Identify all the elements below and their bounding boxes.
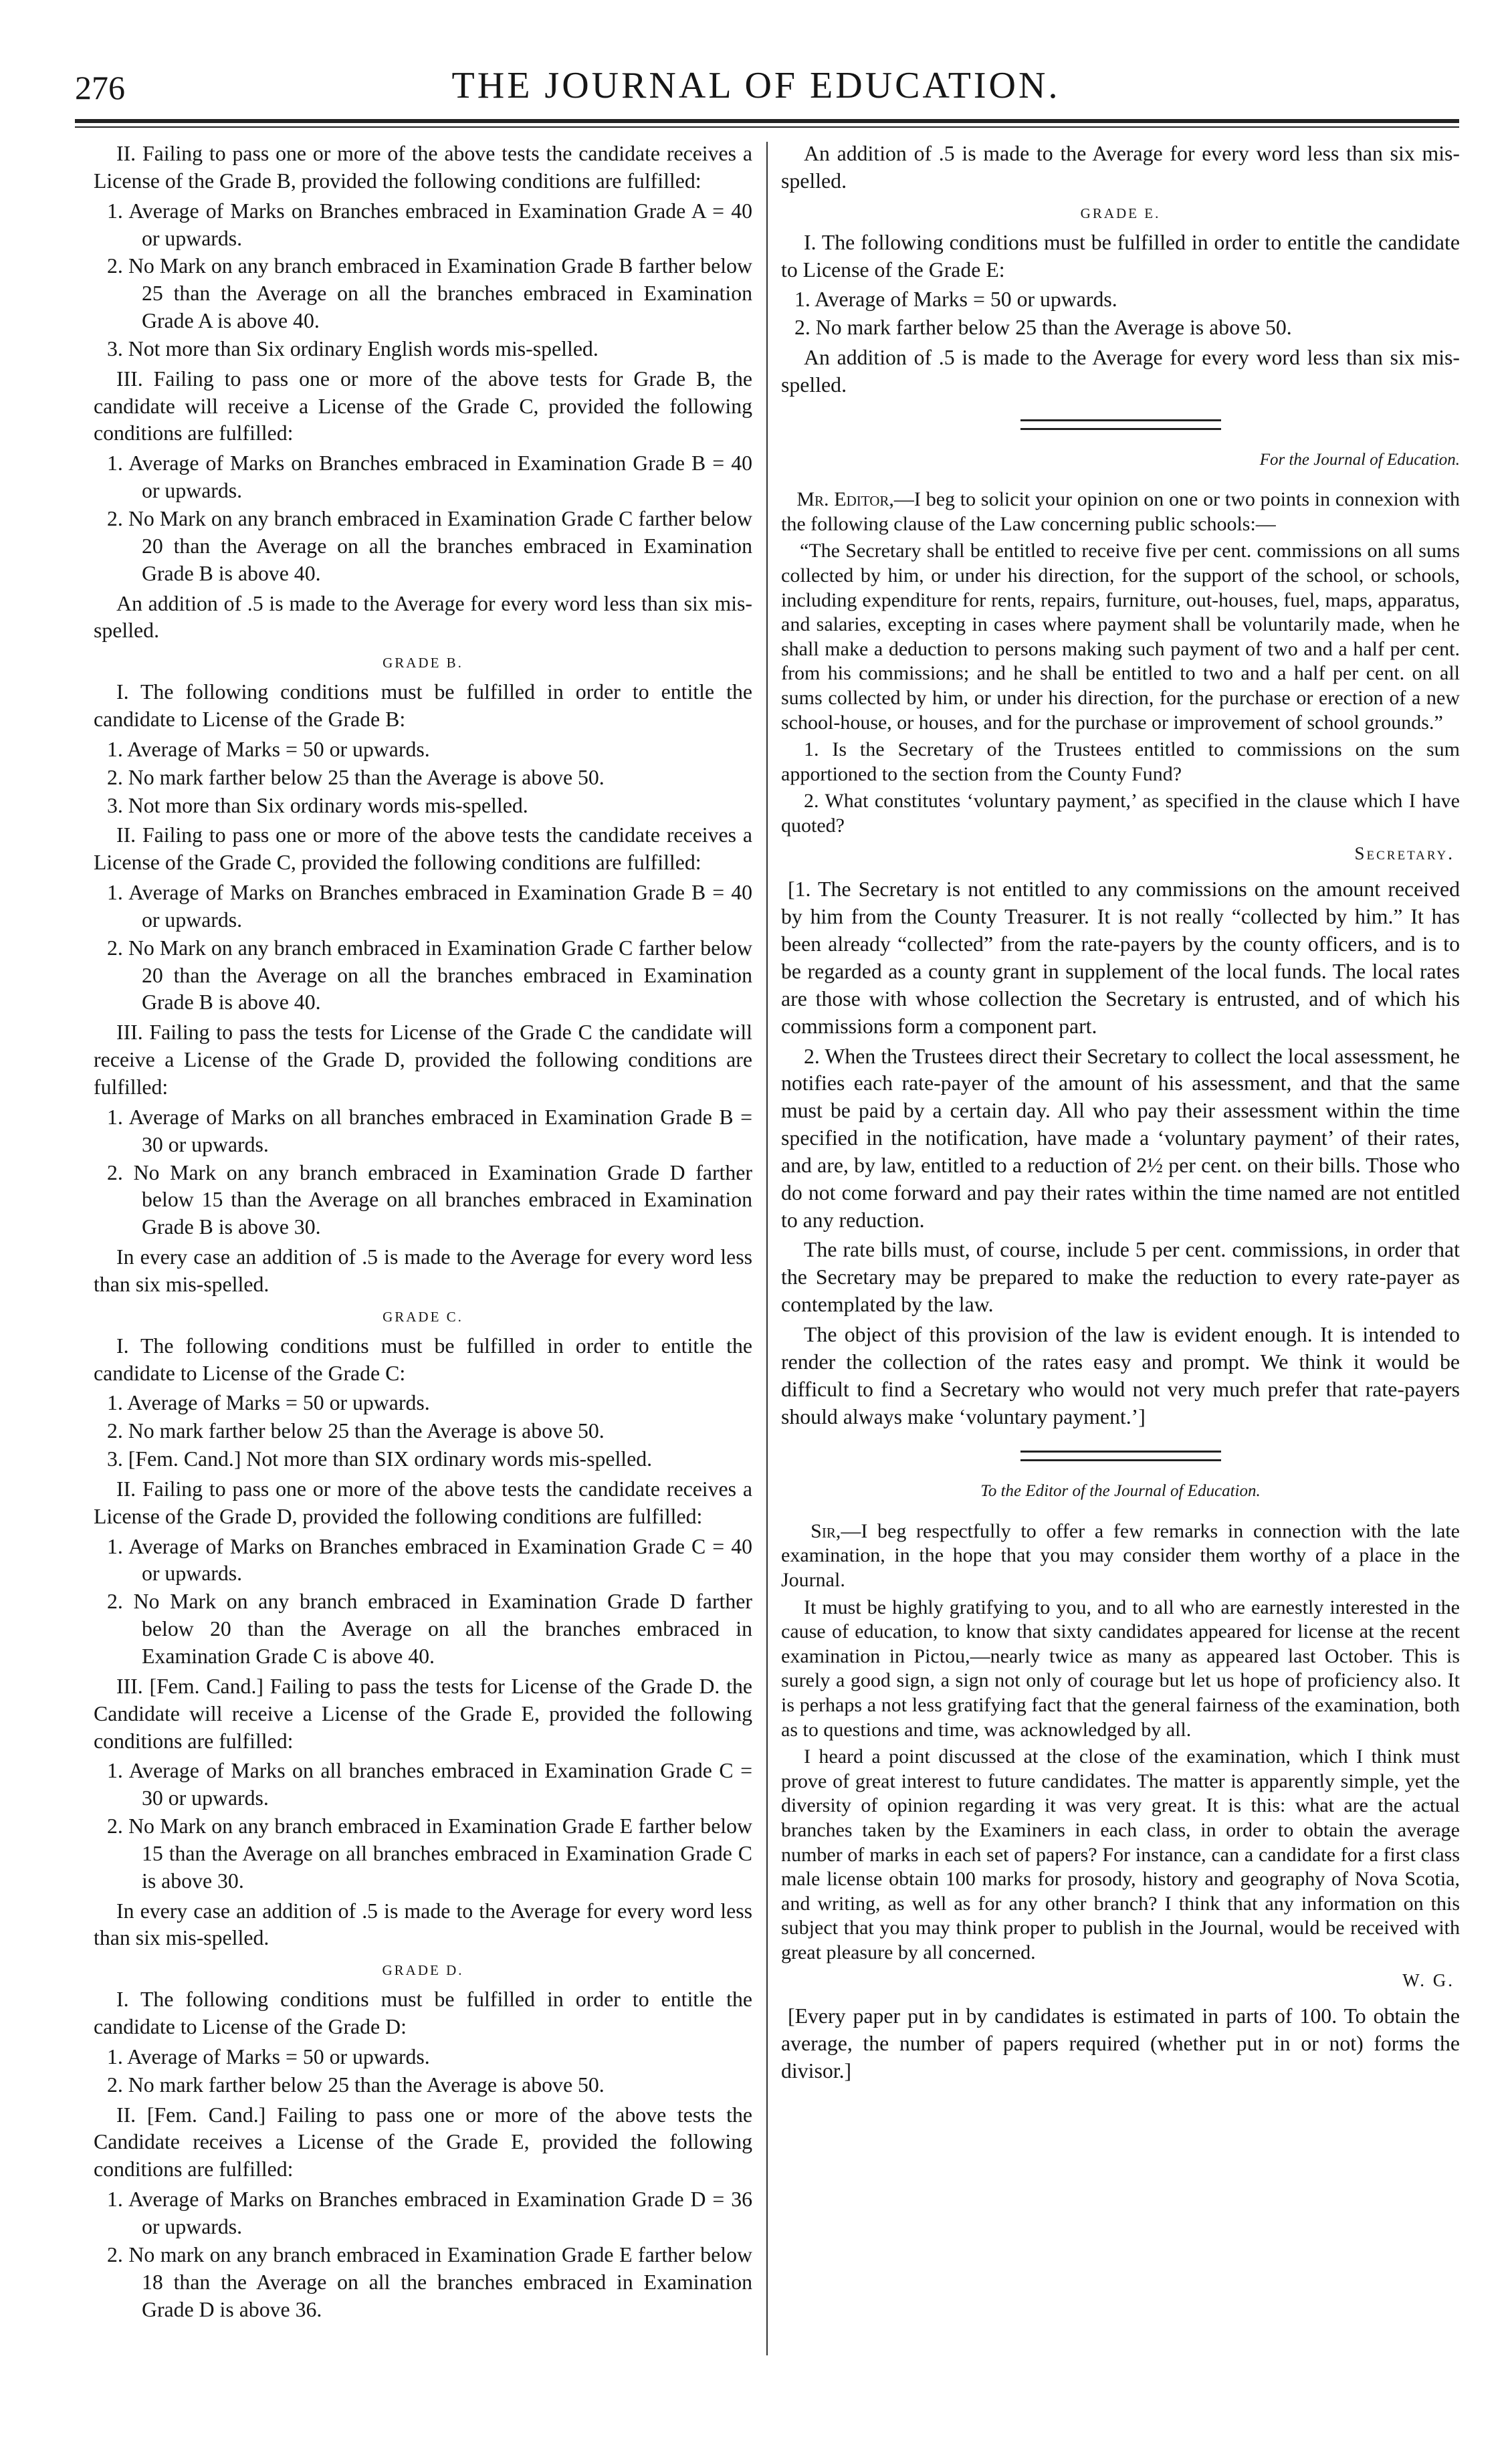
paragraph: I. The following conditions must be fulfilled in order to entitle the candidate to License of the Grade B: [94,680,752,732]
grade-d-section [94,1961,752,2323]
editor-reply [781,876,1460,1430]
list-item: 2. No mark on any branch embraced in Examination Grade E farther below 18 than the Average on all the branches embraced in Examination Grade D is above 36. [107,2242,752,2321]
paragraph: I. The following conditions must be fulfilled in order to entitle the candidate to License of the Grade E: [781,230,1460,282]
paragraph: In every case an addition of .5 is made to the Average for every word less than six mis-spelled. [94,1245,752,1296]
header-rule-thin [75,126,1459,128]
paragraph: The rate bills must, of course, include 5 per cent. commissions, in order that the Secretary may be prepared to make the reduction to every rate-payer as contemplated by the law. [781,1238,1460,1317]
paragraph: An addition of .5 is made to the Average for every word less than six mis-spelled. [781,346,1460,397]
journal-title: THE JOURNAL OF EDUCATION. [451,65,1061,106]
conditions-list [94,2186,752,2323]
section-heading: GRADE B. [383,655,463,671]
conditions-list [94,879,752,1017]
paragraph: 2. When the Trustees direct their Secretary to collect the local assessment, he notifies each rate-payer of the amount of his assessment, and that the same must be paid by a certain day. All who pay their assessment within the time specified in the notification, have made a ‘voluntary payment’ of their rates, and are, by law, entitled to a reduction of 2½ per cent. on their bills. Those who do not come forward and pay their rates within the time named are not entitled to any reduction. [781,1044,1460,1232]
list-item: 1. Average of Marks on Branches embraced in Examination Grade B = 40 or upwards. [107,881,752,932]
list-item: 2. No Mark on any branch embraced in Examination Grade D farther below 15 than the Average on all branches embraced in Examination Grade B is above 30. [107,1160,752,1239]
list-item: 1. Average of Marks on Branches embraced in Examination Grade B = 40 or upwards. [107,451,752,503]
paragraph: II. Failing to pass one or more of the above tests the candidate receives a License of the Grade B, provided the following conditions are fulfilled: [94,142,752,193]
grade-e-section [781,205,1460,399]
list-item: 1. Average of Marks = 50 or upwards. [107,737,430,761]
paragraph: III. [Fem. Cand.] Failing to pass the tests for License of the Grade D. the Candidate will receive a License of the Grade E, provided the following conditions are fulfilled: [94,1674,752,1753]
section-separator [1020,419,1221,430]
list-item: 1. Average of Marks on Branches embraced in Examination Grade A = 40 or upwards. [107,199,752,250]
list-item: 2. No Mark on any branch embraced in Examination Grade E farther below 15 than the Average on all branches embraced in Examination Grade C is above 30. [107,1814,752,1893]
quoted-clause: “The Secretary shall be entitled to receive five per cent. commissions on all sums collected by him, or under his direction, for the support of the school, or schools, including expenditure for rents, repairs, furniture, out-houses, fuel, maps, apparatus, and salaries, excepting in cases where payment shall be voluntarily made, when he shall make a deduction to persons making such payment of two and a half per cent. from his commissions; and he shall be entitled to two and a half per cent. on all sums collected by him, or under his direction, for the purchase or erection of a new school-house, or houses, and for the purchase or improvement of school grounds.” [781,540,1460,734]
list-item: 3. Not more than Six ordinary words mis-spelled. [107,793,528,817]
paragraph [781,488,1460,536]
list-item: 2. No Mark on any branch embraced in Examination Grade C farther below 20 than the Average on all the branches embraced in Examination Grade B is above 40. [107,506,752,585]
paragraph: III. Failing to pass one or more of the above tests for Grade B, the candidate will receive a License of the Grade C, provided the following conditions are fulfilled: [94,366,752,445]
paragraph: It must be highly gratifying to you, and to all who are earnestly interested in the cause of education, to know that sixty candidates appeared for license at the recent examination in Pictou,—nearly twice as many as appeared last October. This is surely a good sign, a sign not only of courage but let us hope of proficiency also. It is perhaps a not less gratifying fact that the general fairness of the examination, both as to questions and time, was acknowledged by all. [781,1596,1460,1741]
list-item: 3. Not more than Six ordinary English words mis-spelled. [107,336,599,360]
conditions-list [94,1533,752,1671]
column-divider [766,142,768,2355]
conditions-list [94,1390,752,1473]
list-item: 2. No Mark on any branch embraced in Examination Grade D farther below 20 than the Average on all the branches embraced in Examination Grade C is above 40. [107,1590,752,1668]
conditions-list [94,1104,752,1241]
page-header [0,0,1512,127]
paragraph: II. [Fem. Cand.] Failing to pass one or more of the above tests the Candidate receives a License of the Grade E, provided the following conditions are fulfilled: [94,2103,752,2182]
list-item: 1. Average of Marks = 50 or upwards. [794,288,1117,312]
conditions-list [94,198,752,363]
paragraph: An addition of .5 is made to the Average for every word less than six mis-spelled. [781,142,1460,193]
letter-text: —I beg respectfully to offer a few remarks in connection with the late examination, in the hope that you may consider them worthy of a place in the Journal. [781,1519,1461,1592]
paragraph: I. The following conditions must be fulfilled in order to entitle the candidate to License of the Grade C: [94,1334,752,1385]
page-number: 276 [75,69,125,106]
section-heading: GRADE C. [383,1308,463,1325]
paragraph: In every case an addition of .5 is made to the Average for every word less than six mis-spelled. [94,1899,752,1950]
paragraph [781,1519,1460,1593]
signature: Secretary. [1354,843,1454,863]
list-item: 1. Average of Marks on all branches embraced in Examination Grade B = 30 or upwards. [107,1105,752,1156]
list-item: 1. Average of Marks on Branches embraced in Examination Grade C = 40 or upwards. [107,1534,752,1586]
list-item: 1. Average of Marks = 50 or upwards. [107,1391,430,1415]
letter-secretary [781,450,1460,865]
conditions-list [94,1758,752,1895]
intro-section [94,140,752,645]
paragraph: I. The following conditions must be fulfilled in order to entitle the candidate to License of the Grade D: [94,1988,752,2039]
left-column [94,140,752,2326]
salutation: Mr. Editor, [796,488,894,511]
list-item: 1. Average of Marks on all branches embraced in Examination Grade C = 30 or upwards. [107,1759,752,1810]
letter-byline: To the Editor of the Journal of Education. [980,1482,1261,1501]
letter-text: —I beg to solicit your opinion on one or two points in connexion with the following clause of the Law concerning public schools:— [781,488,1460,535]
grade-c-section [94,1308,752,1953]
paragraph: I heard a point discussed at the close of the examination, which I think must prove of great interest to future candidates. The matter is apparently simple, yet the diversity of opinion regarding it was very great. It is this: what are the actual branches taken by the Examiners in each class, in order to obtain the average number of marks in each set of papers? For instance, can a candidate for a first class male license obtain 100 marks for prosody, history and geography of Nova Scotia, and writing, as well as for any other branch? I think that any information on this subject that you may think proper to publish in the Journal, would be received with great pleasure by all concerned. [781,1745,1460,1963]
letter-byline: For the Journal of Education. [1259,450,1460,469]
signature: W. G. [1402,1970,1454,1990]
conditions-list [94,2044,752,2099]
grade-b-section [94,654,752,1299]
header-rule-thick [75,119,1459,123]
paragraph: The object of this provision of the law is evident enough. It is intended to render the collection of the rates easy and prompt. We think it would be difficult to find a Secretary who would not very much prefer that rate-payers should always make ‘voluntary payment.’] [781,1322,1460,1428]
conditions-list [781,286,1460,342]
editor-note: [Every paper put in by candidates is estimated in parts of 100. To obtain the average, the number of papers required (whether put in or not) forms the divisor.] [781,2004,1460,2083]
paragraph: II. Failing to pass one or more of the above tests the candidate receives a License of the Grade C, provided the following conditions are fulfilled: [94,823,752,875]
section-heading: GRADE D. [382,1962,464,1979]
question: 2. What constitutes ‘voluntary payment,’ as specified in the clause which I have quoted? [781,790,1460,837]
conditions-list [94,450,752,587]
list-item: 1. Average of Marks on Branches embraced in Examination Grade D = 36 or upwards. [107,2188,752,2239]
section-heading: GRADE E. [1080,205,1161,221]
list-item: 2. No mark farther below 25 than the Average is above 50. [107,1419,605,1443]
section-separator [1020,1451,1221,1461]
list-item: 2. No Mark on any branch embraced in Examination Grade C farther below 20 than the Average on all the branches embraced in Examination Grade B is above 40. [107,936,752,1015]
list-item: 2. No Mark on any branch embraced in Examination Grade B farther below 25 than the Average on all the branches embraced in Examination Grade A is above 40. [107,254,752,333]
salutation: Sir, [811,1519,841,1542]
conditions-list [94,736,752,820]
list-item: 1. Average of Marks = 50 or upwards. [107,2044,430,2068]
list-item: 2. No mark farther below 25 than the Average is above 50. [107,765,605,789]
list-item: 3. [Fem. Cand.] Not more than SIX ordinary words mis-spelled. [107,1447,653,1471]
list-item: 2. No mark farther below 25 than the Average is above 50. [794,316,1292,340]
letter-wg [781,1481,1460,1991]
list-item: 2. No mark farther below 25 than the Average is above 50. [107,2072,605,2097]
right-column [781,140,1460,2088]
paragraph: [1. The Secretary is not entitled to any commissions on the amount received by him from the County Treasurer. It is not really “collected by him.” It has been already “collected” from the rate-payers by the county officers, and is to be regarded as a county grant in supplement of the local funds. The local rates are those with whose collection the Secretary is entrusted, and of which his commissions form a component part. [781,877,1460,1038]
question: 1. Is the Secretary of the Trustees entitled to commissions on the sum apportioned to the section from the County Fund? [781,738,1460,785]
paragraph: III. Failing to pass the tests for License of the Grade C the candidate will receive a License of the Grade D, provided the following conditions are fulfilled: [94,1021,752,1099]
paragraph: II. Failing to pass one or more of the above tests the candidate receives a License of the Grade D, provided the following conditions are fulfilled: [94,1477,752,1528]
paragraph: An addition of .5 is made to the Average for every word less than six mis-spelled. [94,591,752,643]
